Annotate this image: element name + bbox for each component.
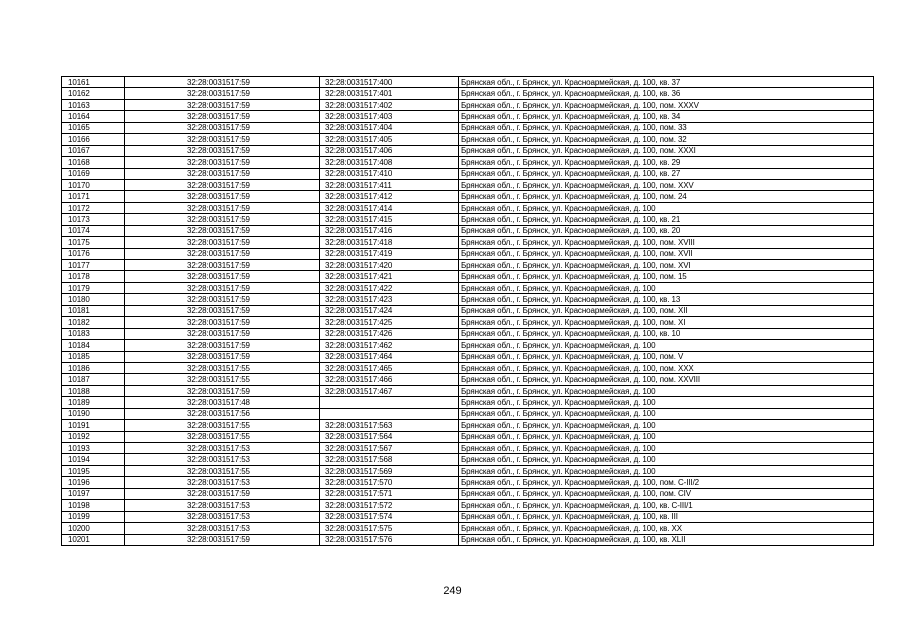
address-cell: Брянская обл., г. Брянск, ул. Красноармейская, д. 100, кв. 37 [459, 77, 874, 88]
row-number-cell: 10173 [62, 214, 125, 225]
cadastral-number-cell: 32:28:0031517:406 [320, 145, 459, 156]
row-number-cell: 10196 [62, 477, 125, 488]
address-cell: Брянская обл., г. Брянск, ул. Красноармейская, д. 100 [459, 465, 874, 476]
address-cell: Брянская обл., г. Брянск, ул. Красноармейская, д. 100, пом. XXXI [459, 145, 874, 156]
table-row [62, 500, 874, 511]
parent-cadastral-number-cell: 32:28:0031517:59 [125, 488, 320, 499]
table-row [62, 202, 874, 213]
address-cell: Брянская обл., г. Брянск, ул. Красноармейская, д. 100 [459, 431, 874, 442]
parent-cadastral-number-cell: 32:28:0031517:59 [125, 328, 320, 339]
table-row [62, 282, 874, 293]
address-cell: Брянская обл., г. Брянск, ул. Красноармейская, д. 100, пом. XII [459, 305, 874, 316]
table-row [62, 88, 874, 99]
cadastral-number-cell: 32:28:0031517:401 [320, 88, 459, 99]
parent-cadastral-number-cell: 32:28:0031517:55 [125, 362, 320, 373]
address-cell: Брянская обл., г. Брянск, ул. Красноармейская, д. 100, пом. C-III/2 [459, 477, 874, 488]
cadastral-number-cell: 32:28:0031517:411 [320, 179, 459, 190]
parent-cadastral-number-cell: 32:28:0031517:59 [125, 294, 320, 305]
table-row [62, 351, 874, 362]
parent-cadastral-number-cell: 32:28:0031517:59 [125, 122, 320, 133]
address-cell: Брянская обл., г. Брянск, ул. Красноармейская, д. 100, пом. 32 [459, 134, 874, 145]
address-cell: Брянская обл., г. Брянск, ул. Красноармейская, д. 100 [459, 443, 874, 454]
row-number-cell: 10200 [62, 523, 125, 534]
row-number-cell: 10198 [62, 500, 125, 511]
table-row [62, 534, 874, 545]
parent-cadastral-number-cell: 32:28:0031517:53 [125, 477, 320, 488]
table-row [62, 488, 874, 499]
row-number-cell: 10172 [62, 202, 125, 213]
row-number-cell: 10189 [62, 397, 125, 408]
row-number-cell: 10181 [62, 305, 125, 316]
row-number-cell: 10197 [62, 488, 125, 499]
cadastral-number-cell: 32:28:0031517:572 [320, 500, 459, 511]
table-row [62, 260, 874, 271]
parent-cadastral-number-cell: 32:28:0031517:59 [125, 88, 320, 99]
row-number-cell: 10166 [62, 134, 125, 145]
cadastral-number-cell: 32:28:0031517:408 [320, 157, 459, 168]
parent-cadastral-number-cell: 32:28:0031517:59 [125, 260, 320, 271]
address-cell: Брянская обл., г. Брянск, ул. Красноармейская, д. 100, пом. XI [459, 317, 874, 328]
address-cell: Брянская обл., г. Брянск, ул. Красноармейская, д. 100 [459, 282, 874, 293]
cadastral-number-cell: 32:28:0031517:425 [320, 317, 459, 328]
parent-cadastral-number-cell: 32:28:0031517:59 [125, 271, 320, 282]
parent-cadastral-number-cell: 32:28:0031517:59 [125, 248, 320, 259]
row-number-cell: 10185 [62, 351, 125, 362]
row-number-cell: 10182 [62, 317, 125, 328]
page-number: 249 [443, 585, 462, 597]
row-number-cell: 10195 [62, 465, 125, 476]
address-cell: Брянская обл., г. Брянск, ул. Красноармейская, д. 100, кв. 20 [459, 225, 874, 236]
parent-cadastral-number-cell: 32:28:0031517:59 [125, 534, 320, 545]
row-number-cell: 10167 [62, 145, 125, 156]
table-row [62, 511, 874, 522]
address-cell: Брянская обл., г. Брянск, ул. Красноармейская, д. 100, кв. 10 [459, 328, 874, 339]
table-row [62, 443, 874, 454]
address-cell: Брянская обл., г. Брянск, ул. Красноармейская, д. 100, кв. 21 [459, 214, 874, 225]
parent-cadastral-number-cell: 32:28:0031517:55 [125, 420, 320, 431]
row-number-cell: 10199 [62, 511, 125, 522]
parent-cadastral-number-cell: 32:28:0031517:59 [125, 225, 320, 236]
table-row [62, 305, 874, 316]
parent-cadastral-number-cell: 32:28:0031517:59 [125, 317, 320, 328]
address-cell: Брянская обл., г. Брянск, ул. Красноармейская, д. 100, кв. XLII [459, 534, 874, 545]
table-row [62, 374, 874, 385]
address-cell: Брянская обл., г. Брянск, ул. Красноармейская, д. 100 [459, 202, 874, 213]
cadastral-number-cell: 32:28:0031517:423 [320, 294, 459, 305]
parent-cadastral-number-cell: 32:28:0031517:56 [125, 408, 320, 419]
table-row [62, 454, 874, 465]
table-row [62, 145, 874, 156]
address-cell: Брянская обл., г. Брянск, ул. Красноармейская, д. 100, пом. XXXV [459, 99, 874, 110]
cadastral-number-cell: 32:28:0031517:405 [320, 134, 459, 145]
cadastral-number-cell: 32:28:0031517:410 [320, 168, 459, 179]
address-cell: Брянская обл., г. Брянск, ул. Красноармейская, д. 100 [459, 340, 874, 351]
table-row [62, 362, 874, 373]
cadastral-number-cell: 32:28:0031517:467 [320, 385, 459, 396]
row-number-cell: 10168 [62, 157, 125, 168]
table-row [62, 477, 874, 488]
table-row [62, 523, 874, 534]
cadastral-number-cell: 32:28:0031517:576 [320, 534, 459, 545]
cadastral-number-cell: 32:28:0031517:464 [320, 351, 459, 362]
address-cell: Брянская обл., г. Брянск, ул. Красноармейская, д. 100, кв. XX [459, 523, 874, 534]
parent-cadastral-number-cell: 32:28:0031517:59 [125, 111, 320, 122]
parent-cadastral-number-cell: 32:28:0031517:59 [125, 134, 320, 145]
row-number-cell: 10171 [62, 191, 125, 202]
address-cell: Брянская обл., г. Брянск, ул. Красноармейская, д. 100 [459, 397, 874, 408]
address-cell: Брянская обл., г. Брянск, ул. Красноармейская, д. 100, пом. XXV [459, 179, 874, 190]
registry-table-body [62, 77, 874, 546]
row-number-cell: 10194 [62, 454, 125, 465]
cadastral-number-cell: 32:28:0031517:422 [320, 282, 459, 293]
address-cell: Брянская обл., г. Брянск, ул. Красноармейская, д. 100, пом. XVII [459, 248, 874, 259]
address-cell: Брянская обл., г. Брянск, ул. Красноармейская, д. 100 [459, 454, 874, 465]
row-number-cell: 10164 [62, 111, 125, 122]
parent-cadastral-number-cell: 32:28:0031517:59 [125, 305, 320, 316]
table-row [62, 77, 874, 88]
cadastral-number-cell: 32:28:0031517:414 [320, 202, 459, 213]
row-number-cell: 10187 [62, 374, 125, 385]
table-row [62, 248, 874, 259]
row-number-cell: 10192 [62, 431, 125, 442]
row-number-cell: 10163 [62, 99, 125, 110]
table-row [62, 408, 874, 419]
address-cell: Брянская обл., г. Брянск, ул. Красноармейская, д. 100, пом. XVI [459, 260, 874, 271]
row-number-cell: 10174 [62, 225, 125, 236]
table-row [62, 420, 874, 431]
cadastral-number-cell: 32:28:0031517:419 [320, 248, 459, 259]
cadastral-number-cell: 32:28:0031517:567 [320, 443, 459, 454]
address-cell: Брянская обл., г. Брянск, ул. Красноармейская, д. 100, кв. 34 [459, 111, 874, 122]
parent-cadastral-number-cell: 32:28:0031517:59 [125, 351, 320, 362]
row-number-cell: 10183 [62, 328, 125, 339]
cadastral-number-cell [320, 408, 459, 419]
parent-cadastral-number-cell: 32:28:0031517:55 [125, 374, 320, 385]
parent-cadastral-number-cell: 32:28:0031517:59 [125, 340, 320, 351]
parent-cadastral-number-cell: 32:28:0031517:59 [125, 157, 320, 168]
row-number-cell: 10188 [62, 385, 125, 396]
cadastral-number-cell: 32:28:0031517:569 [320, 465, 459, 476]
row-number-cell: 10186 [62, 362, 125, 373]
table-row [62, 99, 874, 110]
address-cell: Брянская обл., г. Брянск, ул. Красноармейская, д. 100, пом. 24 [459, 191, 874, 202]
cadastral-number-cell: 32:28:0031517:400 [320, 77, 459, 88]
parent-cadastral-number-cell: 32:28:0031517:59 [125, 77, 320, 88]
address-cell: Брянская обл., г. Брянск, ул. Красноармейская, д. 100, пом. 15 [459, 271, 874, 282]
parent-cadastral-number-cell: 32:28:0031517:59 [125, 214, 320, 225]
cadastral-number-cell: 32:28:0031517:420 [320, 260, 459, 271]
row-number-cell: 10170 [62, 179, 125, 190]
row-number-cell: 10179 [62, 282, 125, 293]
table-row [62, 225, 874, 236]
address-cell: Брянская обл., г. Брянск, ул. Красноармейская, д. 100, пом. V [459, 351, 874, 362]
parent-cadastral-number-cell: 32:28:0031517:59 [125, 179, 320, 190]
row-number-cell: 10175 [62, 237, 125, 248]
cadastral-number-cell: 32:28:0031517:404 [320, 122, 459, 133]
cadastral-number-cell: 32:28:0031517:563 [320, 420, 459, 431]
table-row [62, 111, 874, 122]
parent-cadastral-number-cell: 32:28:0031517:53 [125, 523, 320, 534]
address-cell: Брянская обл., г. Брянск, ул. Красноармейская, д. 100, кв. 27 [459, 168, 874, 179]
parent-cadastral-number-cell: 32:28:0031517:48 [125, 397, 320, 408]
row-number-cell: 10176 [62, 248, 125, 259]
table-row [62, 340, 874, 351]
row-number-cell: 10193 [62, 443, 125, 454]
cadastral-number-cell: 32:28:0031517:570 [320, 477, 459, 488]
row-number-cell: 10190 [62, 408, 125, 419]
cadastral-number-cell: 32:28:0031517:415 [320, 214, 459, 225]
address-cell: Брянская обл., г. Брянск, ул. Красноармейская, д. 100, пом. 33 [459, 122, 874, 133]
table-row [62, 271, 874, 282]
parent-cadastral-number-cell: 32:28:0031517:59 [125, 385, 320, 396]
table-row [62, 191, 874, 202]
cadastral-number-cell: 32:28:0031517:421 [320, 271, 459, 282]
table-row [62, 385, 874, 396]
table-row [62, 214, 874, 225]
table-row [62, 431, 874, 442]
cadastral-number-cell: 32:28:0031517:571 [320, 488, 459, 499]
cadastral-number-cell: 32:28:0031517:424 [320, 305, 459, 316]
table-row [62, 134, 874, 145]
row-number-cell: 10184 [62, 340, 125, 351]
row-number-cell: 10180 [62, 294, 125, 305]
address-cell: Брянская обл., г. Брянск, ул. Красноармейская, д. 100, пом. XXX [459, 362, 874, 373]
address-cell: Брянская обл., г. Брянск, ул. Красноармейская, д. 100, пом. CIV [459, 488, 874, 499]
table-row [62, 168, 874, 179]
cadastral-number-cell: 32:28:0031517:465 [320, 362, 459, 373]
table-row [62, 122, 874, 133]
parent-cadastral-number-cell: 32:28:0031517:59 [125, 191, 320, 202]
cadastral-number-cell [320, 397, 459, 408]
parent-cadastral-number-cell: 32:28:0031517:59 [125, 202, 320, 213]
cadastral-number-cell: 32:28:0031517:412 [320, 191, 459, 202]
row-number-cell: 10169 [62, 168, 125, 179]
parent-cadastral-number-cell: 32:28:0031517:53 [125, 443, 320, 454]
parent-cadastral-number-cell: 32:28:0031517:55 [125, 431, 320, 442]
registry-table [61, 76, 874, 546]
cadastral-number-cell: 32:28:0031517:402 [320, 99, 459, 110]
table-row [62, 237, 874, 248]
parent-cadastral-number-cell: 32:28:0031517:53 [125, 500, 320, 511]
address-cell: Брянская обл., г. Брянск, ул. Красноармейская, д. 100 [459, 420, 874, 431]
parent-cadastral-number-cell: 32:28:0031517:59 [125, 168, 320, 179]
cadastral-number-cell: 32:28:0031517:426 [320, 328, 459, 339]
row-number-cell: 10161 [62, 77, 125, 88]
table-row [62, 179, 874, 190]
parent-cadastral-number-cell: 32:28:0031517:59 [125, 282, 320, 293]
parent-cadastral-number-cell: 32:28:0031517:59 [125, 237, 320, 248]
row-number-cell: 10201 [62, 534, 125, 545]
table-row [62, 294, 874, 305]
cadastral-number-cell: 32:28:0031517:462 [320, 340, 459, 351]
address-cell: Брянская обл., г. Брянск, ул. Красноармейская, д. 100 [459, 385, 874, 396]
parent-cadastral-number-cell: 32:28:0031517:55 [125, 465, 320, 476]
table-row [62, 465, 874, 476]
cadastral-number-cell: 32:28:0031517:418 [320, 237, 459, 248]
address-cell: Брянская обл., г. Брянск, ул. Красноармейская, д. 100, кв. 13 [459, 294, 874, 305]
cadastral-number-cell: 32:28:0031517:466 [320, 374, 459, 385]
address-cell: Брянская обл., г. Брянск, ул. Красноармейская, д. 100, кв. III [459, 511, 874, 522]
parent-cadastral-number-cell: 32:28:0031517:59 [125, 145, 320, 156]
parent-cadastral-number-cell: 32:28:0031517:59 [125, 99, 320, 110]
cadastral-number-cell: 32:28:0031517:416 [320, 225, 459, 236]
row-number-cell: 10177 [62, 260, 125, 271]
table-row [62, 157, 874, 168]
table-row [62, 397, 874, 408]
row-number-cell: 10178 [62, 271, 125, 282]
address-cell: Брянская обл., г. Брянск, ул. Красноармейская, д. 100, кв. C-III/1 [459, 500, 874, 511]
address-cell: Брянская обл., г. Брянск, ул. Красноармейская, д. 100, кв. 29 [459, 157, 874, 168]
cadastral-number-cell: 32:28:0031517:403 [320, 111, 459, 122]
cadastral-number-cell: 32:28:0031517:575 [320, 523, 459, 534]
address-cell: Брянская обл., г. Брянск, ул. Красноармейская, д. 100 [459, 408, 874, 419]
table-row [62, 317, 874, 328]
address-cell: Брянская обл., г. Брянск, ул. Красноармейская, д. 100, пом. XVIII [459, 237, 874, 248]
parent-cadastral-number-cell: 32:28:0031517:53 [125, 511, 320, 522]
table-row [62, 328, 874, 339]
cadastral-number-cell: 32:28:0031517:564 [320, 431, 459, 442]
cadastral-number-cell: 32:28:0031517:568 [320, 454, 459, 465]
parent-cadastral-number-cell: 32:28:0031517:53 [125, 454, 320, 465]
row-number-cell: 10165 [62, 122, 125, 133]
address-cell: Брянская обл., г. Брянск, ул. Красноармейская, д. 100, кв. 36 [459, 88, 874, 99]
cadastral-number-cell: 32:28:0031517:574 [320, 511, 459, 522]
row-number-cell: 10162 [62, 88, 125, 99]
row-number-cell: 10191 [62, 420, 125, 431]
address-cell: Брянская обл., г. Брянск, ул. Красноармейская, д. 100, пом. XXVIII [459, 374, 874, 385]
